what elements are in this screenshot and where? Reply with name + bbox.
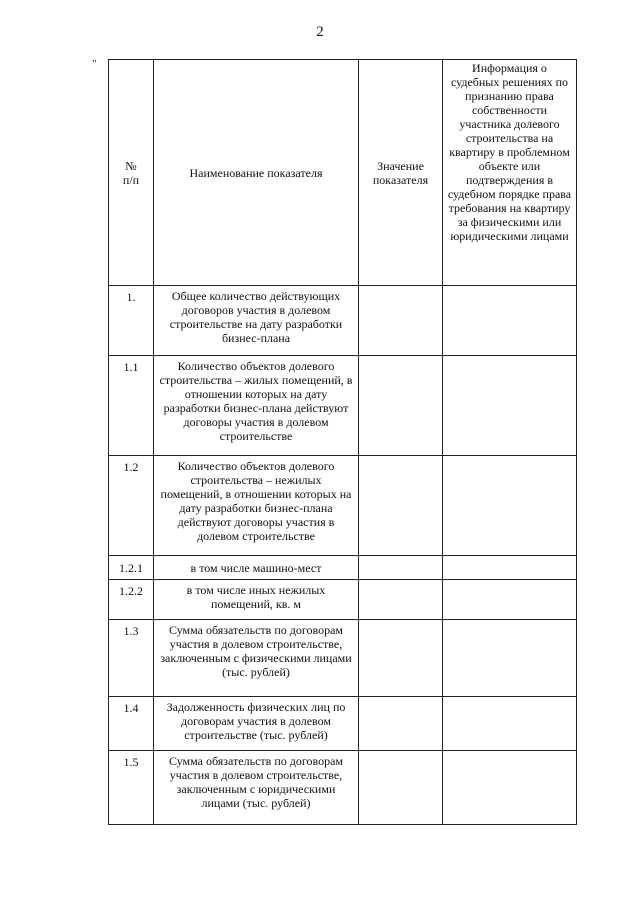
row-value-cell <box>359 580 443 620</box>
row-info-cell <box>443 286 577 356</box>
table-row <box>109 751 577 825</box>
row-name-cell: Сумма обязательств по договорам участия в долевом строительстве, заключенным с юридическими лицами (тыс. рублей) <box>154 751 359 825</box>
row-name-cell: Задолженность физических лиц по договорам участия в долевом строительстве (тыс. рублей) <box>154 697 359 751</box>
row-num-cell: 1.2.1 <box>109 556 154 580</box>
row-name-cell: Общее количество действующих договоров участия в долевом строительстве на дату разработки бизнес-плана <box>154 286 359 356</box>
quote-mark: " <box>92 58 97 70</box>
row-name-cell: в том числе иных нежилых помещений, кв. м <box>154 580 359 620</box>
row-value-cell <box>359 456 443 556</box>
row-value-cell <box>359 751 443 825</box>
row-info-cell <box>443 751 577 825</box>
table-row <box>109 580 577 620</box>
row-num-cell: 1.1 <box>109 356 154 456</box>
row-info-cell <box>443 356 577 456</box>
row-value-cell <box>359 286 443 356</box>
row-num-cell: 1.5 <box>109 751 154 825</box>
row-info-cell <box>443 556 577 580</box>
row-name-cell: в том числе машино-мест <box>154 556 359 580</box>
row-num-cell: 1. <box>109 286 154 356</box>
row-name-cell: Количество объектов долевого строительства – жилых помещений, в отношении которых на дату разработки бизнес-плана действуют договоры участия в долевом строительстве <box>154 356 359 456</box>
row-value-cell <box>359 697 443 751</box>
row-num-cell: 1.2 <box>109 456 154 556</box>
table-row <box>109 286 577 356</box>
row-value-cell <box>359 620 443 697</box>
indicators-table <box>108 59 577 825</box>
row-value-cell <box>359 556 443 580</box>
table-row <box>109 556 577 580</box>
row-info-cell <box>443 620 577 697</box>
table-row <box>109 620 577 697</box>
row-info-cell <box>443 580 577 620</box>
header-value: Значение показателя <box>359 60 443 286</box>
row-num-cell: 1.3 <box>109 620 154 697</box>
header-info: Информация о судебных решениях по признанию права собственности участника долевого строительства на квартиру в проблемном объекте или подтверждения в судебном порядке права требования на квартиру за физическими или юридическими лицами <box>443 60 577 286</box>
row-info-cell <box>443 697 577 751</box>
header-name: Наименование показателя <box>154 60 359 286</box>
row-num-cell: 1.4 <box>109 697 154 751</box>
row-value-cell <box>359 356 443 456</box>
table-row <box>109 456 577 556</box>
header-num: № п/п <box>109 60 154 286</box>
row-name-cell: Сумма обязательств по договорам участия в долевом строительстве, заключенным с физическими лицами (тыс. рублей) <box>154 620 359 697</box>
table-header-row <box>109 60 577 286</box>
row-info-cell <box>443 456 577 556</box>
table-row <box>109 356 577 456</box>
row-num-cell: 1.2.2 <box>109 580 154 620</box>
row-name-cell: Количество объектов долевого строительства – нежилых помещений, в отношении которых на дату разработки бизнес-плана действуют договоры участия в долевом строительстве <box>154 456 359 556</box>
page-number: 2 <box>316 24 324 40</box>
table-row <box>109 697 577 751</box>
